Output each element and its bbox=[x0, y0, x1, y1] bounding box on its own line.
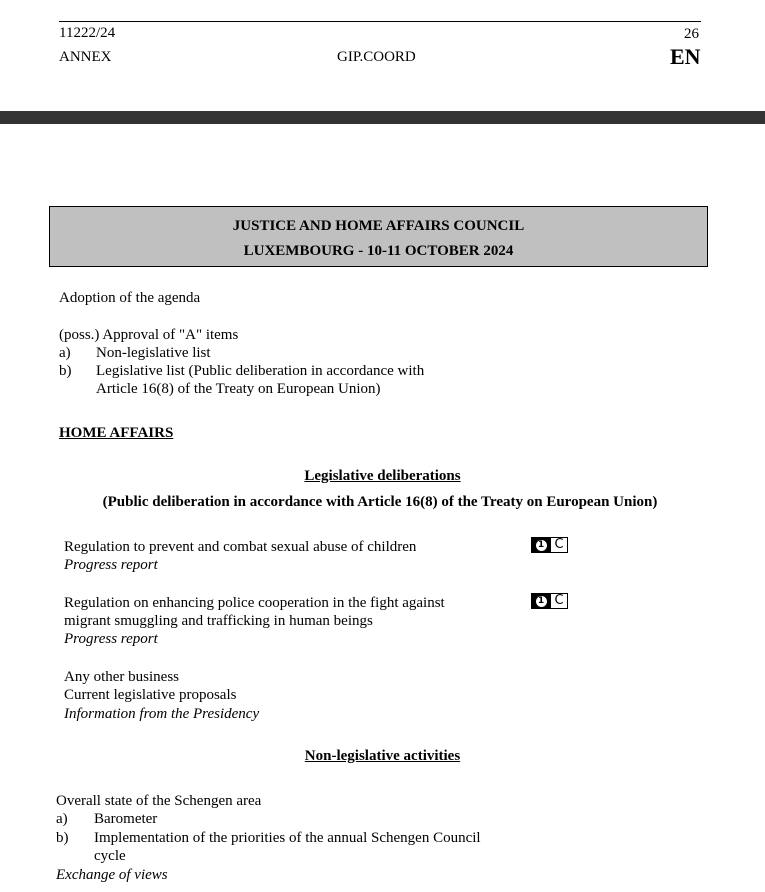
non-legislative-heading: Non-legislative activities bbox=[304, 748, 461, 764]
schengen-note: Exchange of views bbox=[56, 867, 168, 883]
schengen-label-b: b) bbox=[56, 830, 69, 846]
header-rule bbox=[59, 21, 701, 22]
schengen-priorities-line1: Implementation of the priorities of the annual Schengen Council bbox=[94, 830, 481, 846]
item2-title-line1: Regulation on enhancing police cooperation in the fight against bbox=[64, 595, 445, 611]
council-location-date: LUXEMBOURG - 10-11 OCTOBER 2024 bbox=[243, 243, 514, 259]
aob-subtitle: Current legislative proposals bbox=[64, 687, 237, 703]
schengen-title: Overall state of the Schengen area bbox=[56, 793, 262, 809]
legislative-list-line1: Legislative list (Public deliberation in accordance with bbox=[96, 363, 425, 379]
item1-marker-letter: C bbox=[550, 538, 567, 552]
legislative-list-line2: Article 16(8) of the Treaty on European Union) bbox=[96, 381, 381, 397]
item2-marker-letter: C bbox=[550, 594, 567, 608]
council-title: JUSTICE AND HOME AFFAIRS COUNCIL bbox=[232, 218, 525, 234]
unit-code: GIP.COORD bbox=[337, 49, 416, 65]
item1-note: Progress report bbox=[64, 557, 158, 573]
item1-marker-symbol: 1 bbox=[532, 538, 550, 552]
item1-title: Regulation to prevent and combat sexual abuse of children bbox=[64, 539, 417, 555]
public-deliberation-note: (Public deliberation in accordance with Article 16(8) of the Treaty on European Union) bbox=[102, 494, 658, 510]
aob-title: Any other business bbox=[64, 669, 179, 685]
schengen-priorities-line2: cycle bbox=[94, 848, 126, 864]
item2-marker bbox=[531, 593, 568, 609]
schengen-label-a: a) bbox=[56, 811, 68, 827]
agenda-adoption: Adoption of the agenda bbox=[59, 290, 201, 306]
legislative-deliberations-heading: Legislative deliberations bbox=[304, 468, 461, 484]
language-code: EN bbox=[670, 44, 701, 69]
list-label-a: a) bbox=[59, 345, 71, 361]
list-label-b: b) bbox=[59, 363, 72, 379]
item2-marker-symbol: 1 bbox=[532, 594, 550, 608]
item2-title-line2: migrant smuggling and trafficking in human beings bbox=[64, 613, 373, 629]
header-band bbox=[0, 111, 765, 124]
council-banner bbox=[49, 206, 708, 267]
aob-note: Information from the Presidency bbox=[64, 706, 260, 722]
home-affairs-heading: HOME AFFAIRS bbox=[59, 425, 174, 441]
non-legislative-list: Non-legislative list bbox=[96, 345, 211, 361]
page-number: 26 bbox=[684, 26, 699, 42]
item1-marker bbox=[531, 537, 568, 553]
item2-note: Progress report bbox=[64, 631, 158, 647]
a-items-approval: (poss.) Approval of "A" items bbox=[59, 327, 239, 343]
schengen-barometer: Barometer bbox=[94, 811, 158, 827]
annex-label: ANNEX bbox=[59, 49, 112, 65]
document-number: 11222/24 bbox=[59, 25, 116, 41]
